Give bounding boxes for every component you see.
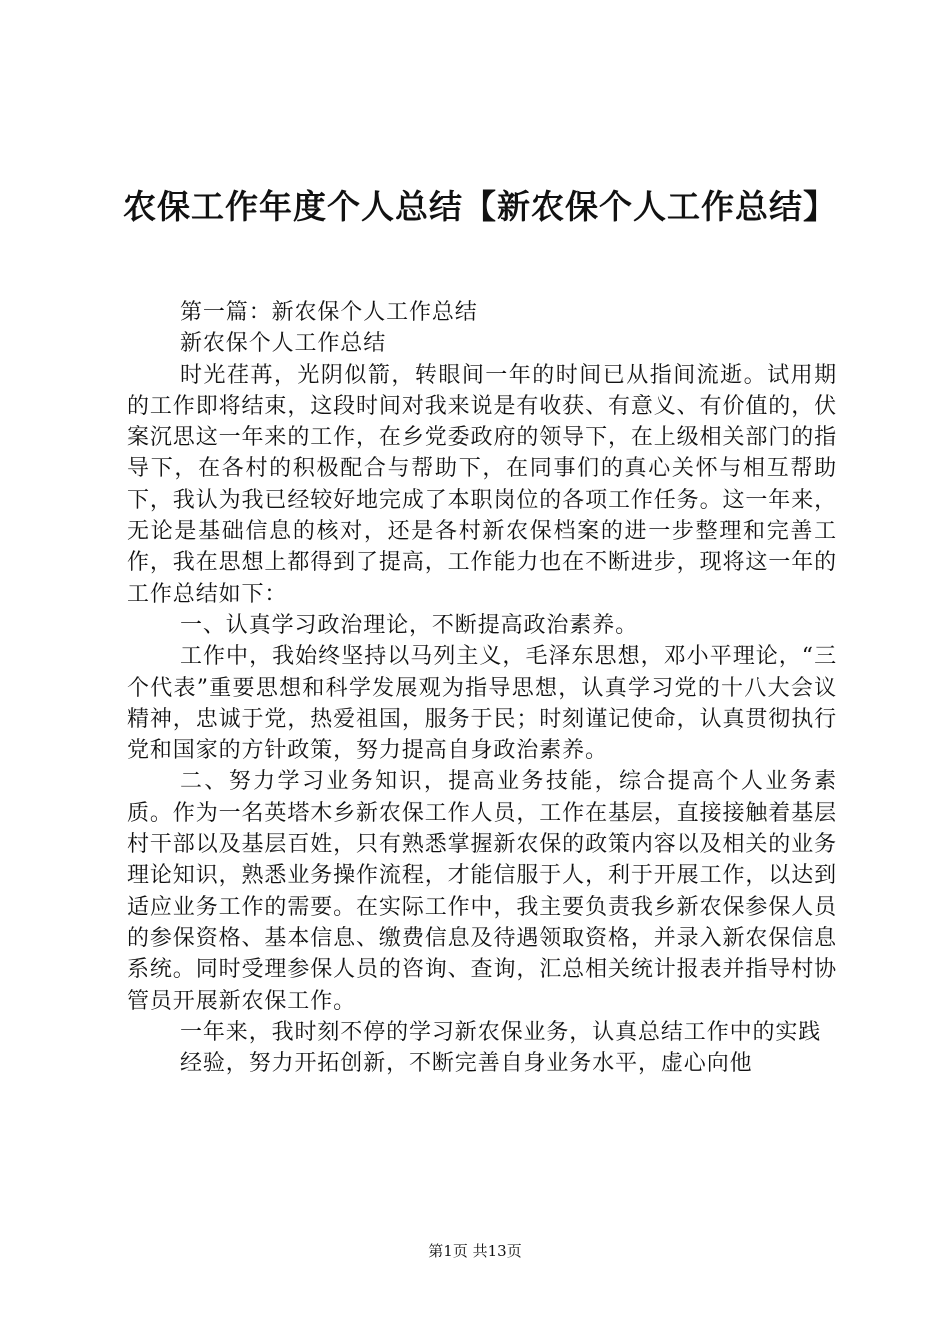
paragraph-politics: 工作中，我始终坚持以马列主义，毛泽东思想，邓小平理论，“三个代表”重要思想和科学发展观为指导思想，认真学习党的十八大会议精神，忠诚于党，热爱祖国，服务于民；时刻谨记使命，认真贯彻执行党和国家的方针政策，努力提高自身政治素养。 — [127, 644, 837, 764]
paragraph-business: 二、努力学习业务知识，提高业务技能，综合提高个人业务素质。作为一名英塔木乡新农保工作人员，工作在基层，直接接触着基层村干部以及基层百姓，只有熟悉掌握新农保的政策内容以及相关的业务理论知识，熟悉业务操作流程，才能信服于人，利于开展工作，以达到适应业务工作的需要。在实际工作中，我主要负责我乡新农保参保人员的参保资格、基本信息、缴费信息及待遇领取资格，并录入新农保信息系统。同时受理参保人员的咨询、查询，汇总相关统计报表并指导村协管员开展新农保工作。 — [127, 769, 837, 1014]
paragraph-intro: 时光荏苒，光阴似箭，转眼间一年的时间已从指间流逝。试用期的工作即将结束，这段时间对我来说是有收获、有意义、有价值的，伏案沉思这一年来的工作，在乡党委政府的领导下，在上级相关部门的指导下，在各村的积极配合与帮助下，在同事们的真心关怀与相互帮助下，我认为我已经较好地完成了本职岗位的各项工作任务。这一年来，无论是基础信息的核对，还是各村新农保档案的进一步整理和完善工作，我在思想上都得到了提高，工作能力也在不断进步，现将这一年的工作总结如下： — [127, 362, 837, 607]
heading-politics: 一、认真学习政治理论，不断提高政治素养。 — [180, 612, 639, 638]
paragraph-learning: 一年来，我时刻不停的学习新农保业务，认真总结工作中的实践 — [180, 1019, 822, 1045]
page-footer: 第1页 共13页 — [428, 1242, 522, 1260]
section-heading: 第一篇：新农保个人工作总结 — [180, 300, 478, 325]
document-title: 农保工作年度个人总结【新农保个人工作总结】 — [123, 187, 837, 226]
document-body — [127, 297, 837, 1079]
paragraph-experience: 经验，努力开拓创新，不断完善自身业务水平，虚心向他 — [180, 1051, 753, 1077]
subtitle: 新农保个人工作总结 — [180, 331, 387, 357]
